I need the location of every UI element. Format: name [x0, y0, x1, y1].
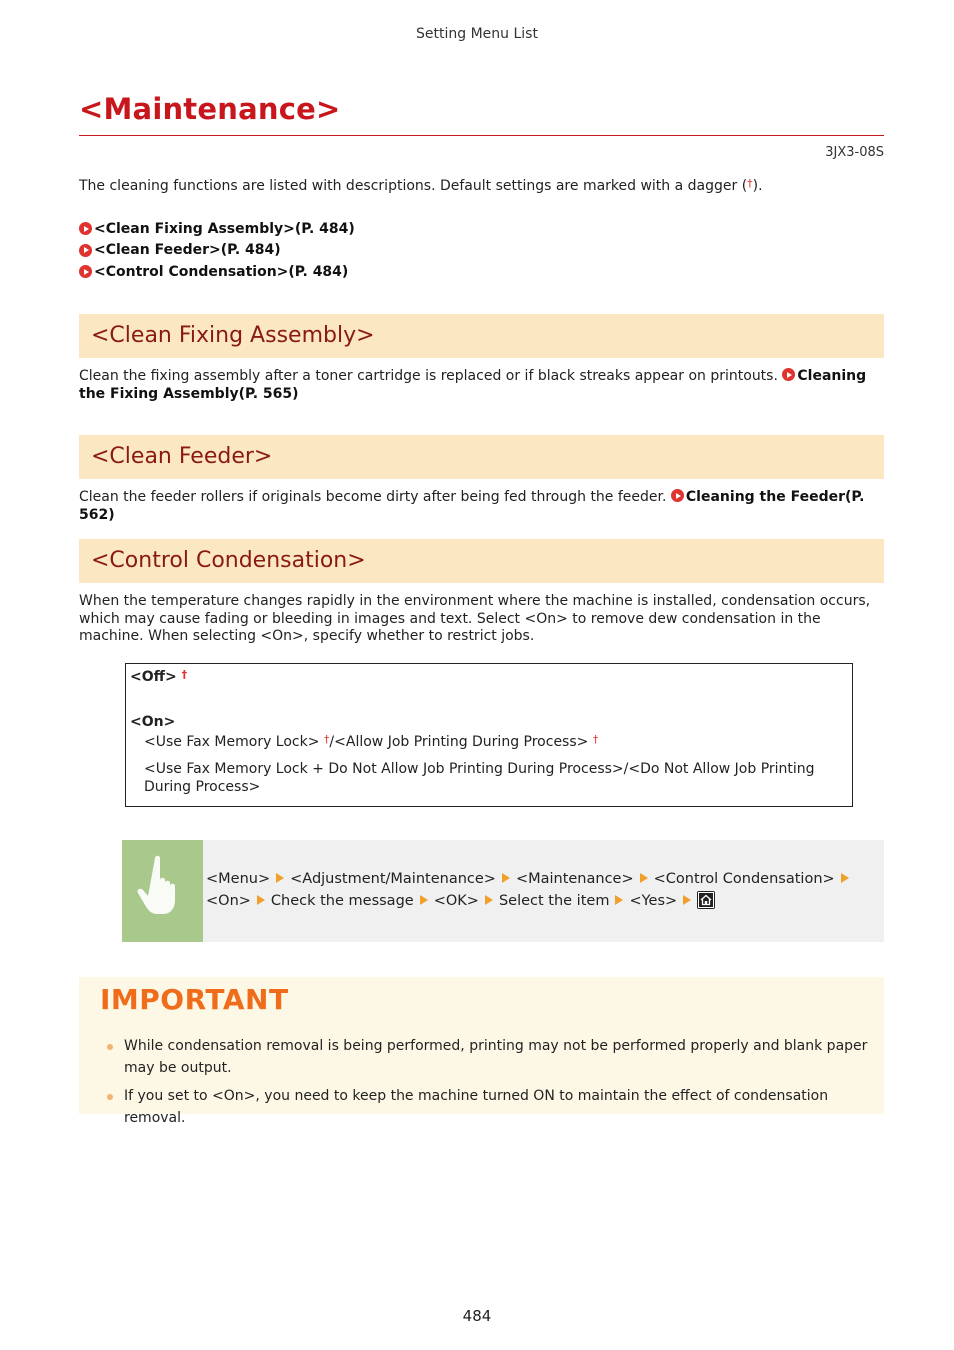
link-arrow-icon: [782, 368, 795, 381]
option-off-label: <Off>: [130, 669, 177, 685]
arrow-right-icon: [615, 895, 623, 905]
arrow-right-icon: [276, 873, 284, 883]
link-cleaning-feeder[interactable]: Cleaning the Feeder(P. 562): [79, 489, 865, 523]
link-arrow-icon: [79, 222, 92, 235]
section-link-list: [79, 218, 355, 283]
arrow-right-icon: [502, 873, 510, 883]
section-text: Clean the fixing assembly after a toner cartridge is replaced or if black streaks appear on printouts.: [79, 368, 778, 384]
sub-option-text: <Use Fax Memory Lock>: [144, 734, 320, 750]
link-arrow-icon: [79, 244, 92, 257]
link-clean-fixing-assembly[interactable]: [79, 218, 355, 240]
section-heading-control-condensation: <Control Condensation>: [79, 539, 884, 583]
link-control-condensation[interactable]: [79, 261, 355, 283]
menu-step: <Maintenance>: [515, 871, 634, 887]
dagger-mark: †: [747, 177, 753, 190]
important-box: [79, 977, 884, 1126]
dagger-mark: †: [323, 733, 330, 746]
important-item: While condensation removal is being performed, printing may not be performed properly and blank paper may be output.: [124, 1035, 869, 1079]
section-heading-clean-fixing-assembly: <Clean Fixing Assembly>: [79, 314, 884, 358]
document-id: 3JX3-08S: [825, 145, 884, 160]
option-off: [130, 669, 187, 685]
option-on-label: <On>: [130, 714, 176, 730]
menu-path-box: [122, 840, 884, 942]
arrow-right-icon: [640, 873, 648, 883]
title-divider: [79, 135, 884, 136]
section-heading-clean-feeder: <Clean Feeder>: [79, 435, 884, 479]
arrow-right-icon: [485, 895, 493, 905]
menu-step: Select the item: [498, 893, 610, 909]
link-label[interactable]: <Control Condensation>(P. 484): [94, 263, 349, 280]
running-header: Setting Menu List: [416, 26, 538, 42]
hand-pointer-icon: [122, 840, 203, 942]
dagger-mark: †: [181, 668, 188, 681]
intro-text-end: ).: [752, 178, 763, 194]
menu-step: <OK>: [433, 893, 479, 909]
menu-step: <Control Condensation>: [653, 871, 835, 887]
page-title: <Maintenance>: [79, 92, 341, 126]
link-arrow-icon: [671, 489, 684, 502]
menu-step: <Menu>: [206, 871, 271, 887]
arrow-right-icon: [841, 873, 849, 883]
menu-step: <On>: [206, 893, 251, 909]
link-label[interactable]: <Clean Fixing Assembly>(P. 484): [94, 220, 355, 237]
sub-option-text: /<Allow Job Printing During Process>: [329, 734, 589, 750]
dagger-mark: †: [592, 733, 599, 746]
home-icon: [697, 891, 715, 909]
menu-step: <Adjustment/Maintenance>: [290, 871, 496, 887]
important-title: IMPORTANT: [100, 983, 289, 1016]
option-on-sub1: [144, 734, 598, 750]
settings-options-box: [125, 663, 853, 807]
intro-paragraph: [79, 178, 763, 194]
section-body-control-condensation: When the temperature changes rapidly in the environment where the machine is installed, condensation occurs, which may cause fading or bleeding in images and text. Select <On> to remove dew condensation in the machine. When selecting <On>, specify whether to restrict jobs.: [79, 593, 871, 644]
section-text: Clean the feeder rollers if originals become dirty after being fed through the feeder.: [79, 489, 667, 505]
link-label[interactable]: <Clean Feeder>(P. 484): [94, 242, 281, 259]
arrow-right-icon: [420, 895, 428, 905]
arrow-right-icon: [683, 895, 691, 905]
page-number: 484: [462, 1307, 492, 1325]
link-arrow-icon: [79, 265, 92, 278]
intro-text: The cleaning functions are listed with descriptions. Default settings are marked with a dagger (: [79, 178, 748, 194]
menu-step: <Yes>: [629, 893, 678, 909]
section-body-clean-fixing-assembly: [79, 368, 887, 403]
link-clean-feeder[interactable]: [79, 240, 355, 262]
section-body-clean-feeder: [79, 489, 887, 524]
link-cleaning-fixing-assembly[interactable]: Cleaning the Fixing Assembly(P. 565): [79, 368, 867, 402]
menu-step: Check the message: [270, 893, 414, 909]
important-item: If you set to <On>, you need to keep the machine turned ON to maintain the effect of condensation removal.: [124, 1085, 869, 1129]
arrow-right-icon: [257, 895, 265, 905]
menu-path-text: [206, 868, 876, 912]
important-list: [124, 1035, 869, 1135]
option-on-sub2: <Use Fax Memory Lock + Do Not Allow Job Printing During Process>/<Do Not Allow Job Printing During Process>: [144, 761, 815, 795]
